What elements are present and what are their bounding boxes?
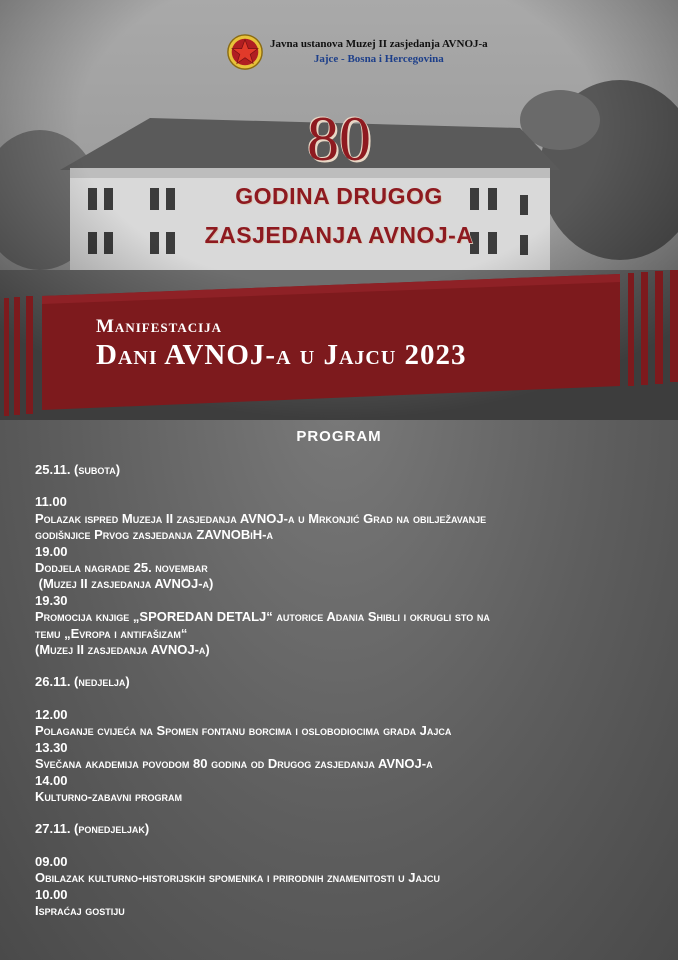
day-date: 26.11. (nedjelja) bbox=[35, 674, 130, 690]
schedule-line: (Muzej II zasjedanja AVNOJ-a) bbox=[35, 576, 214, 592]
schedule-line: Ispraćaj gostiju bbox=[35, 902, 125, 918]
schedule-line: temu „Evropa i antifašizam“ bbox=[35, 625, 188, 641]
banner-subtitle: Manifestacija bbox=[96, 316, 223, 337]
banner-text bbox=[96, 316, 467, 372]
schedule-line: Svečana akademija povodom 80 godina od Drugog zasjedanja AVNOJ-a bbox=[35, 756, 433, 772]
schedule-line: Polaganje cvijeća na Spomen fontanu borcima i oslobodiocima grada Jajca bbox=[35, 723, 452, 739]
schedule-line: Promocija knjige „SPOREDAN DETALJ“ autorice Adania Shibli i okrugli sto na bbox=[35, 609, 490, 625]
schedule-line: Dodjela nagrade 25. novembar bbox=[35, 560, 208, 576]
program-schedule bbox=[35, 462, 655, 919]
schedule-line: Kulturno-zabavni program bbox=[35, 788, 182, 804]
schedule-line: 10.00 bbox=[35, 886, 68, 902]
schedule-line: 19.30 bbox=[35, 592, 68, 608]
institution-name: Javna ustanova Muzej II zasjedanja AVNOJ-a bbox=[270, 38, 488, 50]
headline-line-1: GODINA DRUGOG bbox=[235, 183, 443, 209]
banner-title: Dani AVNOJ-a u Jajcu 2023 bbox=[96, 339, 467, 371]
schedule-line: Obilazak kulturno-historijskih spomenika i prirodnih znamenitosti u Jajcu bbox=[35, 870, 440, 886]
institution-location: Jajce - Bosna i Hercegovina bbox=[313, 53, 444, 65]
schedule-line: 14.00 bbox=[35, 772, 68, 788]
schedule-line: 12.00 bbox=[35, 706, 68, 722]
day-date: 27.11. (ponedjeljak) bbox=[35, 821, 150, 837]
anniversary-number: 80 bbox=[307, 103, 371, 174]
schedule-line: (Muzej II zasjedanja AVNOJ-a) bbox=[35, 642, 210, 658]
day-date: 25.11. (subota) bbox=[35, 462, 121, 477]
schedule-line: 09.00 bbox=[35, 853, 68, 869]
schedule-line: Polazak ispred Muzeja II zasjedanja AVNOJ-a u Mrkonjić Grad na obilježavanje bbox=[35, 510, 487, 526]
star-emblem-icon bbox=[226, 33, 264, 71]
schedule-line: 11.00 bbox=[35, 494, 67, 510]
schedule-line: godišnjice Prvog zasjedanja ZAVNOBiH-a bbox=[35, 527, 274, 543]
program-title: PROGRAM bbox=[296, 428, 382, 445]
headline-line-2: ZASJEDANJA AVNOJ-A bbox=[204, 222, 474, 248]
schedule-line: 19.00 bbox=[35, 543, 68, 559]
schedule-line: 13.30 bbox=[35, 739, 68, 755]
institution-header bbox=[226, 30, 488, 74]
